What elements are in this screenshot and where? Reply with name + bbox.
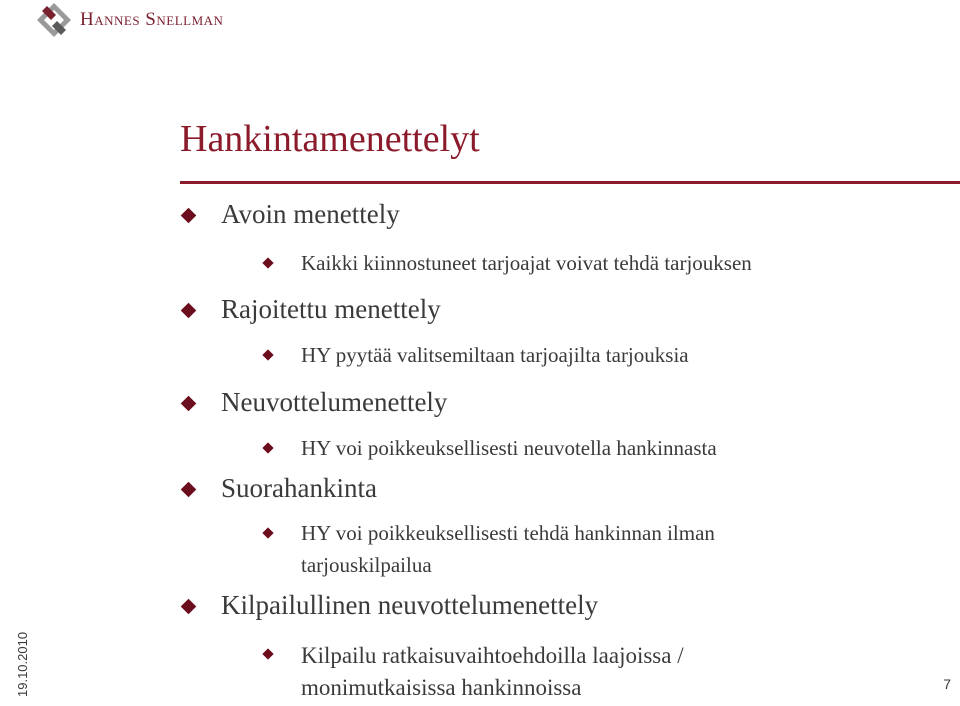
sub-bullet-text: monimutkaisissa hankinnoissa — [301, 675, 582, 700]
sub-bullet-text: HY pyytää valitsemiltaan tarjoajilta tarjouksia — [301, 343, 689, 367]
diamond-bullet-icon — [262, 648, 273, 659]
sub-bullet-text: HY voi poikkeuksellisesti neuvotella hankinnasta — [301, 436, 717, 460]
diamond-bullet-icon — [262, 527, 273, 538]
diamond-bullet-icon — [181, 599, 197, 615]
sub-bullet-text: Kilpailu ratkaisuvaihtoehdoilla laajoissa / — [301, 643, 684, 668]
diamond-bullet-icon — [262, 442, 273, 453]
logo-text: Hannes Snellman — [80, 9, 224, 30]
sub-bullet-text: tarjouskilpailua — [301, 553, 432, 577]
slide-title: Hankintamenettelyt — [180, 118, 480, 160]
bullet-label: Neuvottelumenettely — [221, 387, 448, 417]
bullet-label: Rajoitettu menettely — [221, 294, 441, 324]
slide-date: 19.10.2010 — [15, 631, 30, 697]
diamond-bullet-icon — [181, 208, 197, 224]
sub-bullet-text: HY voi poikkeuksellisesti tehdä hankinnan ilman — [301, 521, 715, 545]
diamond-bullet-icon — [181, 482, 197, 498]
diamond-bullet-icon — [262, 349, 273, 360]
diamond-bullet-icon — [181, 396, 197, 412]
diamond-bullet-icon — [262, 257, 273, 268]
bullet-label: Kilpailullinen neuvottelumenettely — [221, 590, 599, 620]
page-number: 7 — [943, 676, 951, 692]
diamond-bullet-icon — [181, 303, 197, 319]
bullet-label: Avoin menettely — [221, 199, 400, 229]
sub-bullet-text: Kaikki kiinnostuneet tarjoajat voivat tehdä tarjouksen — [301, 251, 752, 275]
bullet-label: Suorahankinta — [221, 473, 377, 503]
